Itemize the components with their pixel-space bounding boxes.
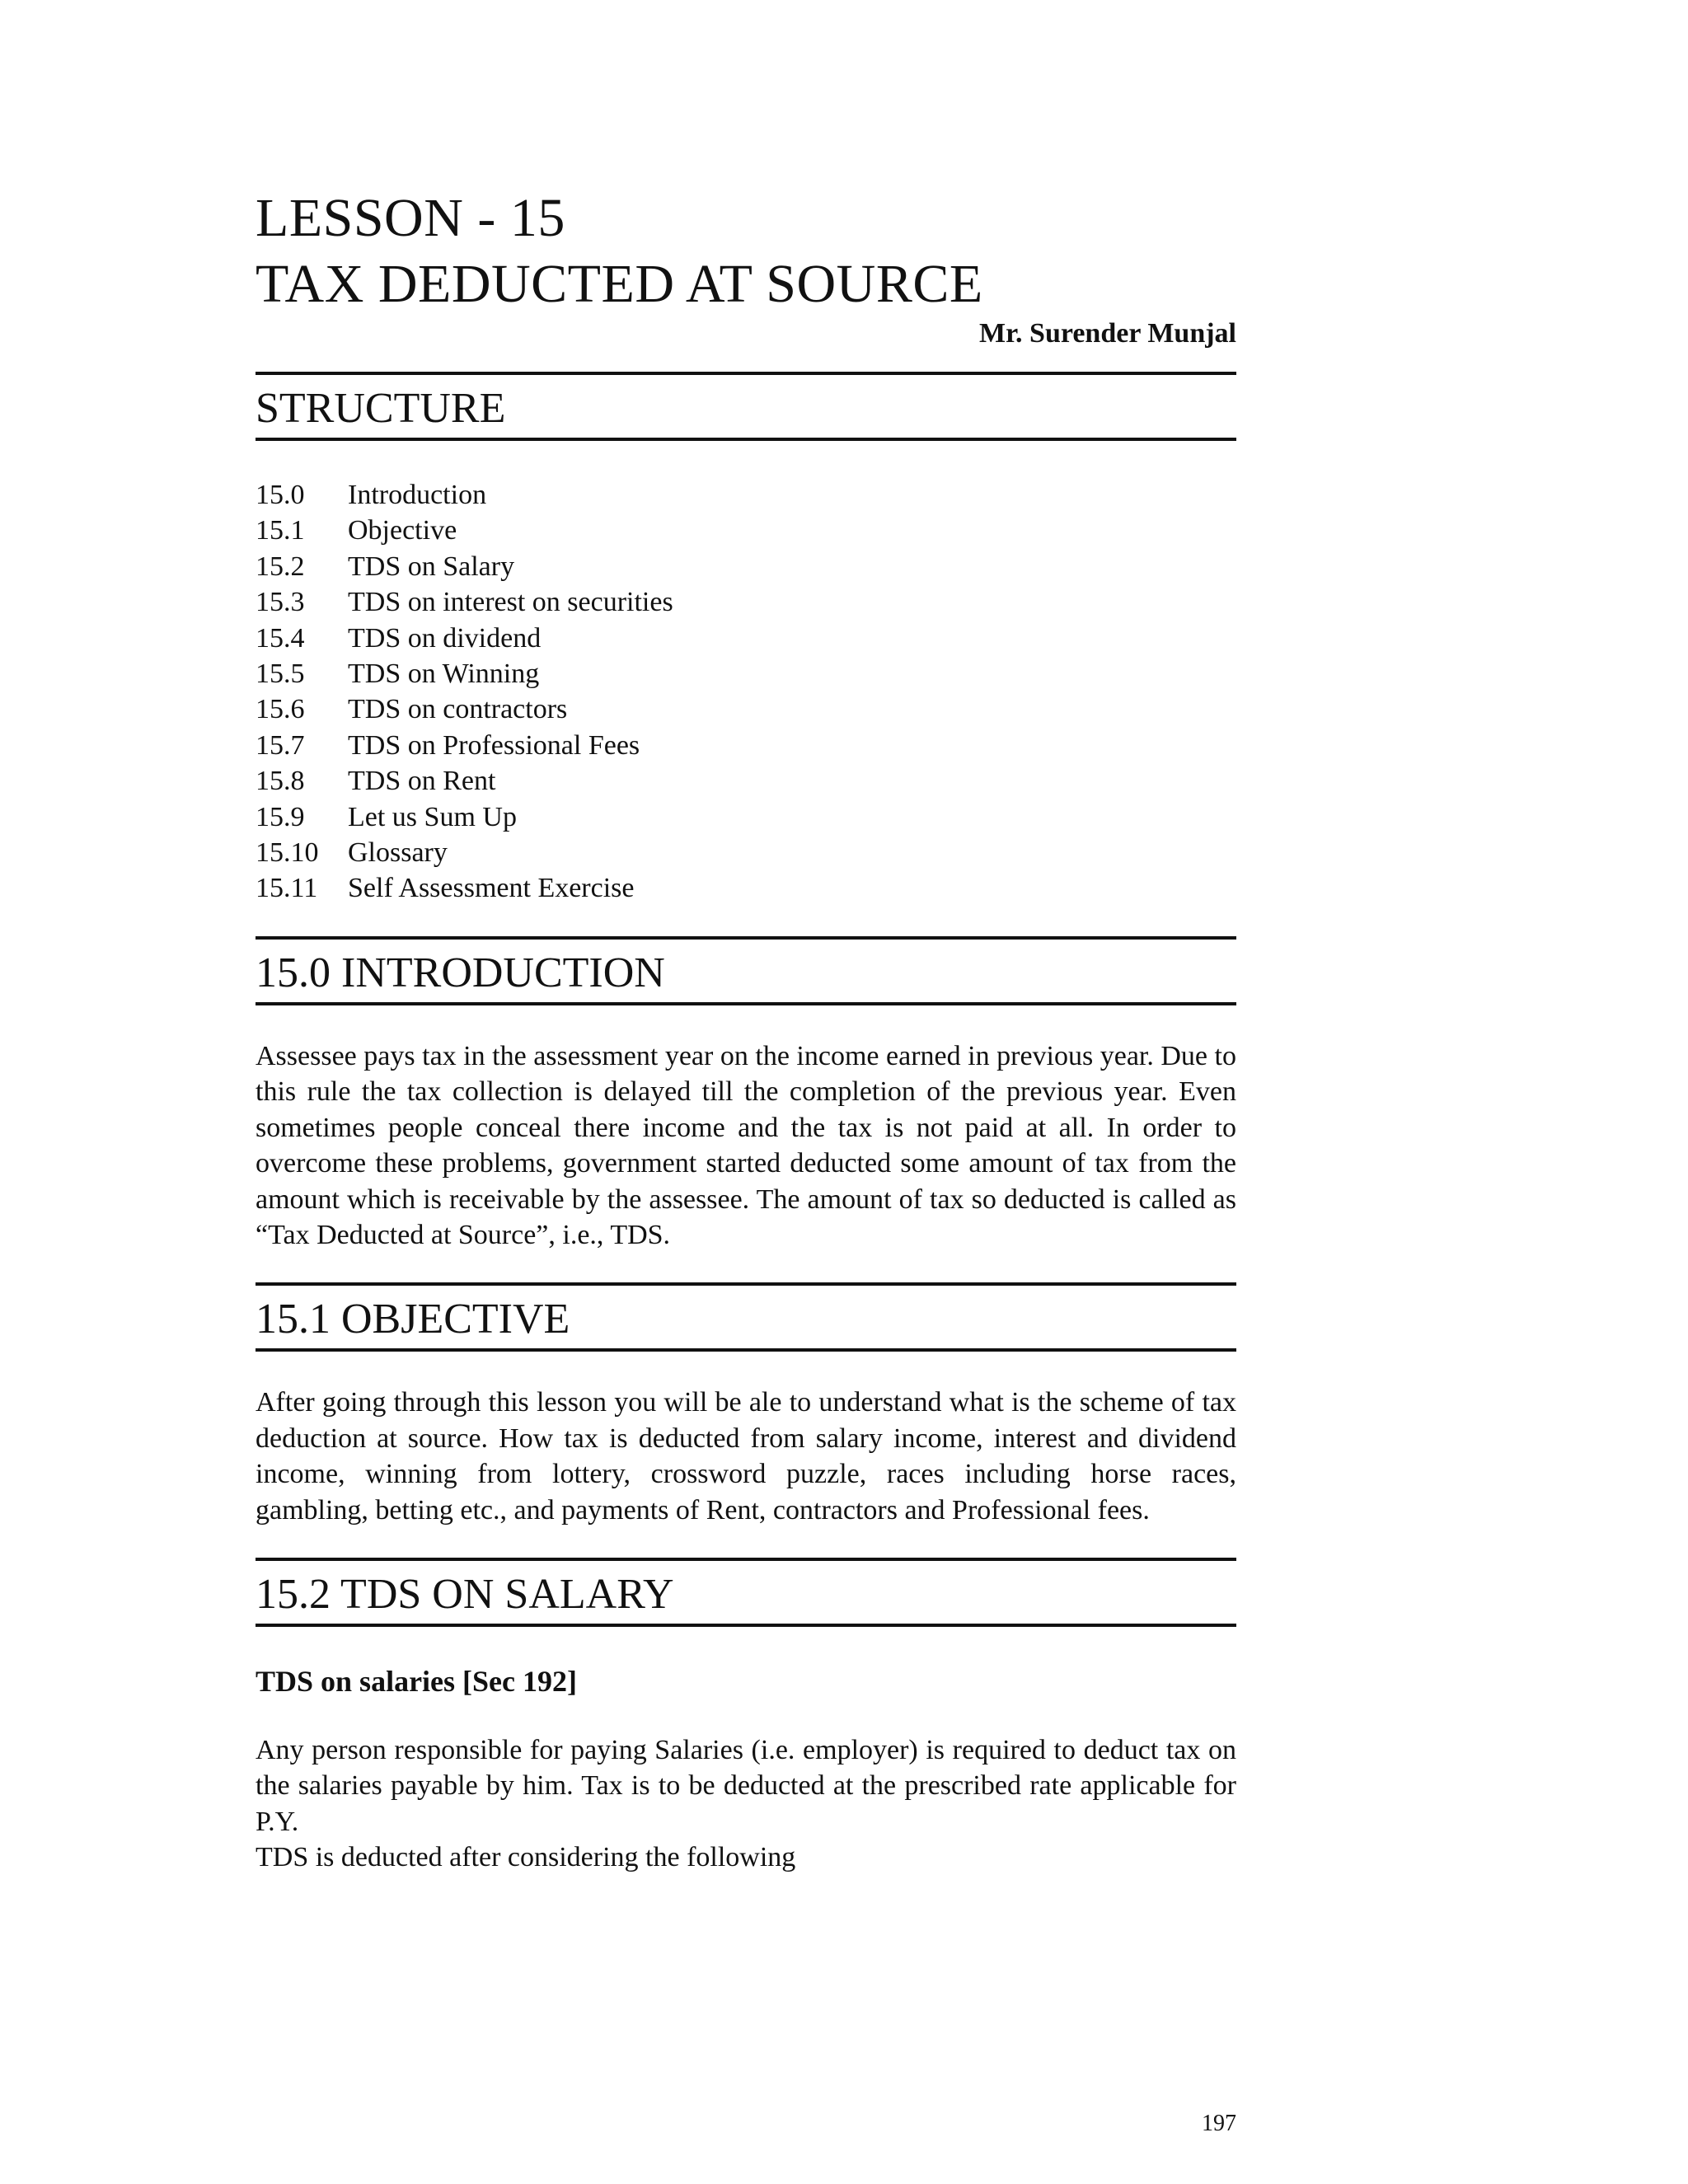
introduction-heading: 15.0 INTRODUCTION [256,936,1236,1005]
author-name: Mr. Surender Munjal [978,318,1236,349]
list-item: 15.3 TDS on interest on securities [256,587,673,618]
tds-salary-paragraph-2: TDS is deducted after considering the following [256,1842,796,1873]
tds-salary-subheading: TDS on salaries [Sec 192] [256,1664,577,1698]
list-item: 15.9 Let us Sum Up [256,801,517,832]
page-number: 197 [1202,2111,1236,2136]
tds-salary-paragraph: Any person responsible for paying Salaries (i.e. employer) is required to deduct tax on the salaries payable by him. Tax is to be deducted at the prescribed rate applicable for P.Y. [256,1734,1236,1837]
list-item: 15.10 Glossary [256,837,448,869]
list-item: 15.7 TDS on Professional Fees [256,729,640,761]
list-item: 15.5 TDS on Winning [256,658,540,690]
list-item: 15.2 TDS on Salary [256,551,515,582]
list-item: 15.8 TDS on Rent [256,766,496,797]
page-content [256,185,1236,1876]
objective-paragraph: After going through this lesson you will be ale to understand what is the scheme of tax deduction at source. How tax is deducted from salary income, interest and dividend income, winning from lottery, crossword puzzle, races including horse races, gambling, betting etc., and payments of Rent, contractors and Professional fees. [256,1387,1236,1526]
lesson-title: TAX DEDUCTED AT SOURCE [256,254,983,314]
tds-salary-heading: 15.2 TDS ON SALARY [256,1558,1236,1627]
lesson-number: LESSON - 15 [256,188,565,248]
list-item: 15.4 TDS on dividend [256,622,542,654]
list-item: 15.11 Self Assessment Exercise [256,873,635,904]
list-item: 15.1 Objective [256,515,457,546]
objective-heading: 15.1 OBJECTIVE [256,1282,1236,1352]
structure-heading: STRUCTURE [256,372,1236,441]
structure-list [256,477,1236,907]
introduction-paragraph: Assessee pays tax in the assessment year on the income earned in previous year. Due to this rule the tax collection is delayed till the completion of the previous year. Even sometimes people conceal there income and the tax is not paid at all. In order to overcome these problems, government started deducted some amount of tax from the amount which is receivable by the assessee. The amount of tax so deducted is called as “Tax Deducted at Source”, i.e., TDS. [256,1040,1236,1250]
list-item: 15.6 TDS on contractors [256,694,568,725]
list-item: 15.0 Introduction [256,480,487,510]
